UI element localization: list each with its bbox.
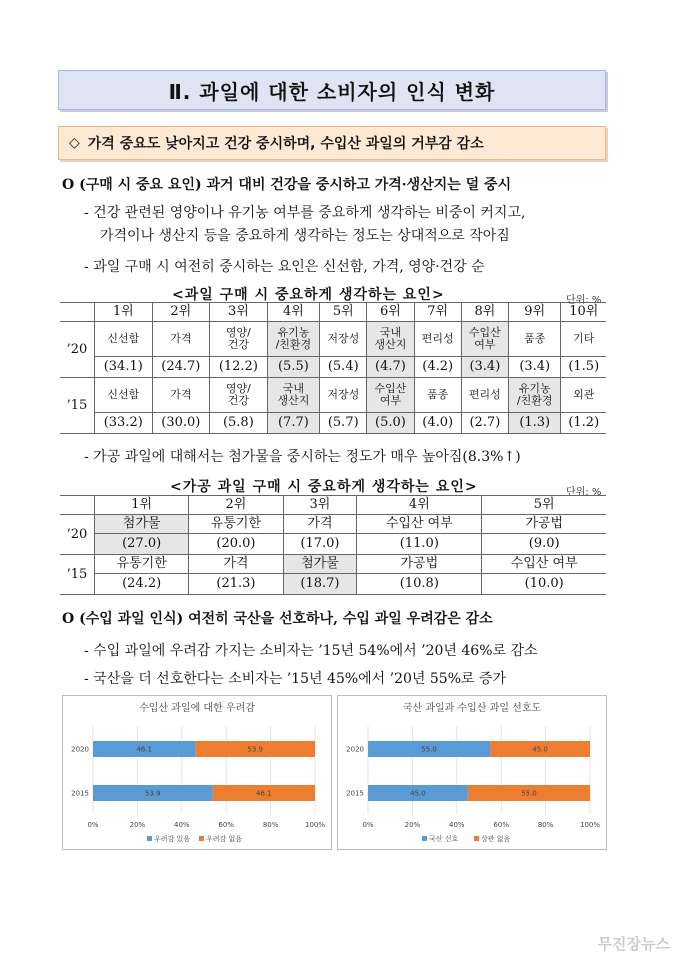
rank-header: 8위 (461, 303, 508, 322)
factor-cell: 수입산 여부 (482, 555, 606, 574)
rank-header: 3위 (283, 496, 357, 515)
section2-heading (62, 608, 493, 628)
factor-value-cell: (24.2) (95, 574, 189, 595)
rank-header: 7위 (414, 303, 461, 322)
summary-box (58, 126, 606, 160)
legend-label: 우려감 없음 (206, 835, 243, 843)
data-label: 46.1 (136, 745, 152, 754)
factor-value-cell: (18.7) (283, 574, 357, 595)
factor-cell: 가격 (152, 322, 210, 357)
legend-swatch (199, 836, 204, 841)
rank-header: 3위 (210, 303, 268, 322)
factor-cell: 저장성 (320, 322, 367, 357)
factor-cell: 외관 (561, 378, 606, 413)
section1-heading-text: 과거 대비 건강을 중시하고 가격·생산지는 덜 중시 (206, 177, 512, 193)
section-marker-icon: O (62, 611, 75, 627)
factor-cell: 수입산 여부 (357, 515, 482, 534)
x-tick-label: 80% (262, 821, 279, 829)
rank-header: 2위 (152, 303, 210, 322)
chart-title: 수입산 과일에 대한 우려감 (139, 703, 255, 714)
data-label: 55.0 (421, 745, 437, 754)
table-corner-cell (60, 303, 95, 322)
rank-header: 1위 (95, 496, 189, 515)
factor-cell: 수입산 여부 (461, 322, 508, 357)
data-label: 53.9 (247, 745, 263, 754)
factor-cell: 가격 (152, 378, 210, 413)
factor-cell: 편리성 (461, 378, 508, 413)
factor-value-cell: (7.7) (267, 413, 320, 434)
rank-header: 5위 (320, 303, 367, 322)
factor-value-cell: (5.7) (320, 413, 367, 434)
section1-bullet2: - 과일 구매 시 여전히 중시하는 요인은 신선함, 가격, 영양·건강 순 (84, 259, 485, 275)
rank-header: 10위 (561, 303, 606, 322)
data-label: 45.0 (532, 745, 548, 754)
factor-value-cell: (1.3) (508, 413, 561, 434)
factor-value-cell: (30.0) (152, 413, 210, 434)
section2-bullet2: - 국산을 더 선호한다는 소비자는 ’15년 45%에서 ’20년 55%로 증가 (84, 671, 507, 687)
factor-value-cell: (4.2) (414, 357, 461, 378)
rank-header: 2위 (189, 496, 283, 515)
factor-cell: 유기농 /친환경 (508, 378, 561, 413)
factor-value-cell: (5.8) (210, 413, 268, 434)
import-concern-chart (62, 695, 332, 850)
factor-value-cell: (11.0) (357, 534, 482, 555)
year-label: ’15 (60, 378, 95, 434)
table1-unit: 단위: % (566, 295, 602, 306)
factor-value-cell: (24.7) (152, 357, 210, 378)
section1-heading (62, 174, 511, 194)
section1-heading-paren: (구매 시 중요 요인) (79, 177, 202, 193)
factor-value-cell: (34.1) (95, 357, 153, 378)
factor-cell: 첨가물 (95, 515, 189, 534)
factor-cell: 영양/ 건강 (210, 378, 268, 413)
year-label: ’15 (60, 555, 95, 595)
rank-header: 9위 (508, 303, 561, 322)
rank-header: 5위 (482, 496, 606, 515)
section1-bullet3: - 가공 과일에 대해서는 첨가물을 중시하는 정도가 매우 높아짐(8.3%↑) (84, 449, 521, 465)
legend-swatch (422, 836, 427, 841)
factor-cell: 품종 (414, 378, 461, 413)
section2-heading-text: (수입 과일 인식) 여전히 국산을 선호하나, 수입 과일 우려감은 감소 (79, 611, 493, 627)
category-label: 2020 (71, 745, 89, 754)
factor-value-cell: (3.4) (508, 357, 561, 378)
factor-value-cell: (3.4) (461, 357, 508, 378)
factor-value-cell: (21.3) (189, 574, 283, 595)
category-label: 2015 (346, 789, 364, 798)
factor-cell: 기타 (561, 322, 606, 357)
factor-cell: 첨가물 (283, 555, 357, 574)
table2 (60, 495, 606, 595)
factor-cell: 가공법 (357, 555, 482, 574)
legend-label: 국산 선호 (429, 835, 459, 843)
factor-value-cell: (5.4) (320, 357, 367, 378)
x-tick-label: 40% (174, 821, 190, 829)
table1 (60, 302, 606, 434)
x-tick-label: 60% (493, 821, 509, 829)
factor-value-cell: (4.7) (367, 357, 414, 378)
factor-value-cell: (9.0) (482, 534, 606, 555)
factor-value-cell: (5.5) (267, 357, 320, 378)
factor-cell: 유통기한 (95, 555, 189, 574)
factor-value-cell: (10.0) (482, 574, 606, 595)
x-tick-label: 40% (449, 821, 465, 829)
factor-value-cell: (1.2) (561, 413, 606, 434)
factor-cell: 신선함 (95, 378, 153, 413)
x-tick-label: 20% (129, 821, 146, 829)
section1-bullet1-line1: - 건강 관련된 영양이나 유기농 여부를 중요하게 생각하는 비중이 커지고, (84, 205, 526, 221)
category-label: 2020 (346, 745, 364, 754)
factor-cell: 가공법 (482, 515, 606, 534)
factor-cell: 수입산 여부 (367, 378, 414, 413)
factor-cell: 국내 생산지 (367, 322, 414, 357)
factor-cell: 유기농 /친환경 (267, 322, 320, 357)
watermark-logo: 무진장뉴스 (597, 935, 670, 953)
x-tick-label: 0% (362, 821, 374, 829)
factor-value-cell: (4.0) (414, 413, 461, 434)
section1-bullet1-line2: 가격이나 생산지 등을 중요하게 생각하는 정도는 상대적으로 작아짐 (100, 228, 510, 244)
x-tick-label: 100% (579, 821, 601, 829)
factor-cell: 신선함 (95, 322, 153, 357)
factor-cell: 편리성 (414, 322, 461, 357)
factor-value-cell: (20.0) (189, 534, 283, 555)
data-label: 55.0 (521, 789, 537, 798)
x-tick-label: 100% (304, 821, 326, 829)
year-label: ’20 (60, 322, 95, 378)
legend-swatch (147, 836, 152, 841)
table2-caption: <가공 과일 구매 시 중요하게 생각하는 요인> (170, 479, 478, 495)
factor-cell: 저장성 (320, 378, 367, 413)
page-title: Ⅱ. 과일에 대한 소비자의 인식 변화 (58, 70, 606, 110)
factor-value-cell: (5.0) (367, 413, 414, 434)
factor-value-cell: (2.7) (461, 413, 508, 434)
factor-cell: 영양/ 건강 (210, 322, 268, 357)
rank-header: 1위 (95, 303, 153, 322)
factor-value-cell: (12.2) (210, 357, 268, 378)
factor-cell: 품종 (508, 322, 561, 357)
section2-bullet1: - 수입 과일에 우려감 가지는 소비자는 ’15년 54%에서 ’20년 46%로 감소 (84, 643, 538, 659)
factor-cell: 국내 생산지 (267, 378, 320, 413)
table2-unit: 단위: % (566, 487, 602, 498)
factor-value-cell: (10.8) (357, 574, 482, 595)
table-corner-cell (60, 496, 95, 515)
domestic-preference-chart (337, 695, 607, 850)
rank-header: 6위 (367, 303, 414, 322)
year-label: ’20 (60, 515, 95, 555)
table1-caption: <과일 구매 시 중요하게 생각하는 요인> (172, 287, 445, 303)
factor-value-cell: (1.5) (561, 357, 606, 378)
factor-value-cell: (17.0) (283, 534, 357, 555)
data-label: 45.0 (410, 789, 426, 798)
x-tick-label: 60% (218, 821, 234, 829)
rank-header: 4위 (267, 303, 320, 322)
factor-cell: 가격 (189, 555, 283, 574)
data-label: 46.1 (256, 789, 272, 798)
diamond-icon: ◇ (69, 135, 80, 151)
data-label: 53.9 (145, 789, 161, 798)
rank-header: 4위 (357, 496, 482, 515)
factor-cell: 가격 (283, 515, 357, 534)
x-tick-label: 0% (87, 821, 99, 829)
factor-cell: 유통기한 (189, 515, 283, 534)
factor-value-cell: (33.2) (95, 413, 153, 434)
legend-swatch (474, 836, 479, 841)
x-tick-label: 20% (404, 821, 421, 829)
category-label: 2015 (71, 789, 89, 798)
summary-text: 가격 중요도 낮아지고 건강 중시하며, 수입산 과일의 거부감 감소 (87, 136, 484, 152)
legend-label: 우려감 있음 (154, 835, 191, 843)
x-tick-label: 80% (537, 821, 554, 829)
chart-title: 국산 과일과 수입산 과일 선호도 (402, 703, 542, 714)
factor-value-cell: (27.0) (95, 534, 189, 555)
section-marker-icon: O (62, 177, 75, 193)
legend-label: 상관 없음 (481, 835, 511, 843)
